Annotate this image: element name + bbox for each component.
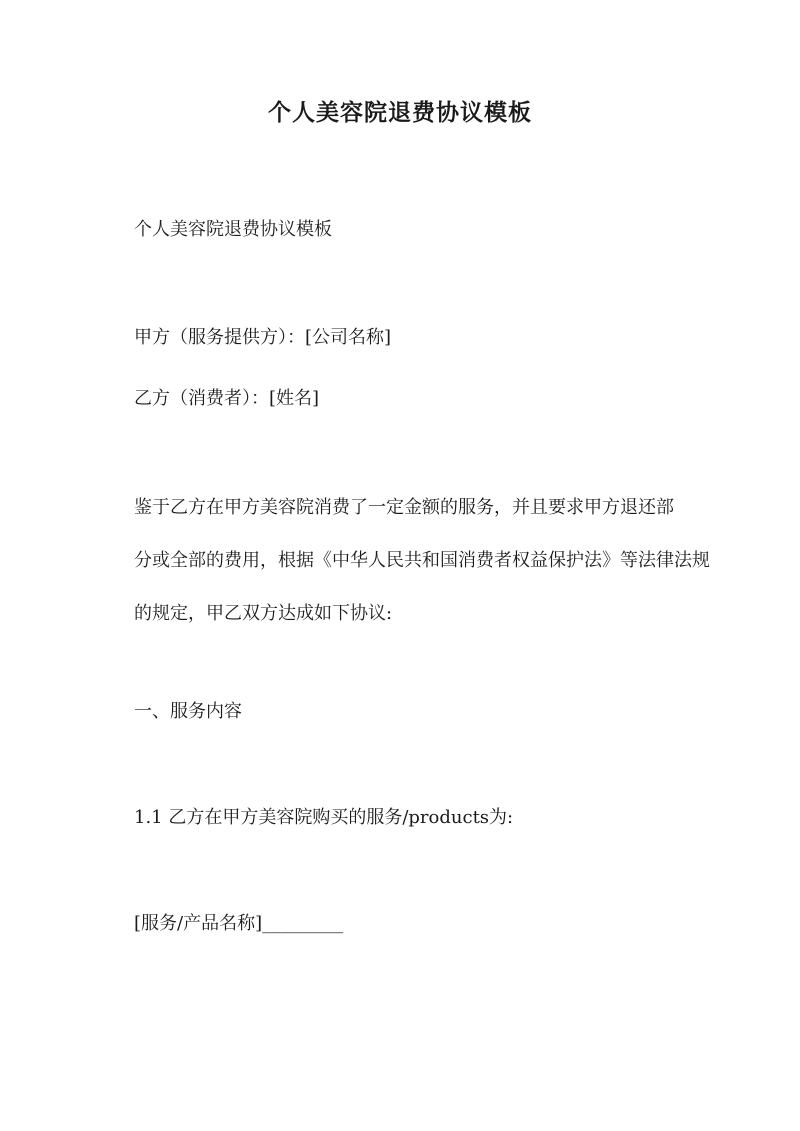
- intro-line-1: 鉴于乙方在甲方美容院消费了一定金额的服务，并且要求甲方退还部: [134, 497, 674, 518]
- intro-line-2: 分或全部的费用，根据《中华人民共和国消费者权益保护法》等法律法规: [134, 550, 710, 571]
- service-name-field: [服务/产品名称]_________: [134, 913, 344, 934]
- intro-line-3: 的规定，甲乙双方达成如下协议:: [134, 603, 393, 624]
- party-a-line: 甲方（服务提供方）：[公司名称]: [134, 327, 392, 348]
- clause-1-1: 1.1 乙方在甲方美容院购买的服务/products为:: [134, 807, 514, 828]
- section-1-heading: 一、服务内容: [134, 701, 242, 722]
- document-title: 个人美容院退费协议模板: [268, 99, 532, 126]
- party-b-line: 乙方（消费者）：[姓名]: [134, 388, 320, 409]
- document-subtitle: 个人美容院退费协议模板: [134, 219, 332, 240]
